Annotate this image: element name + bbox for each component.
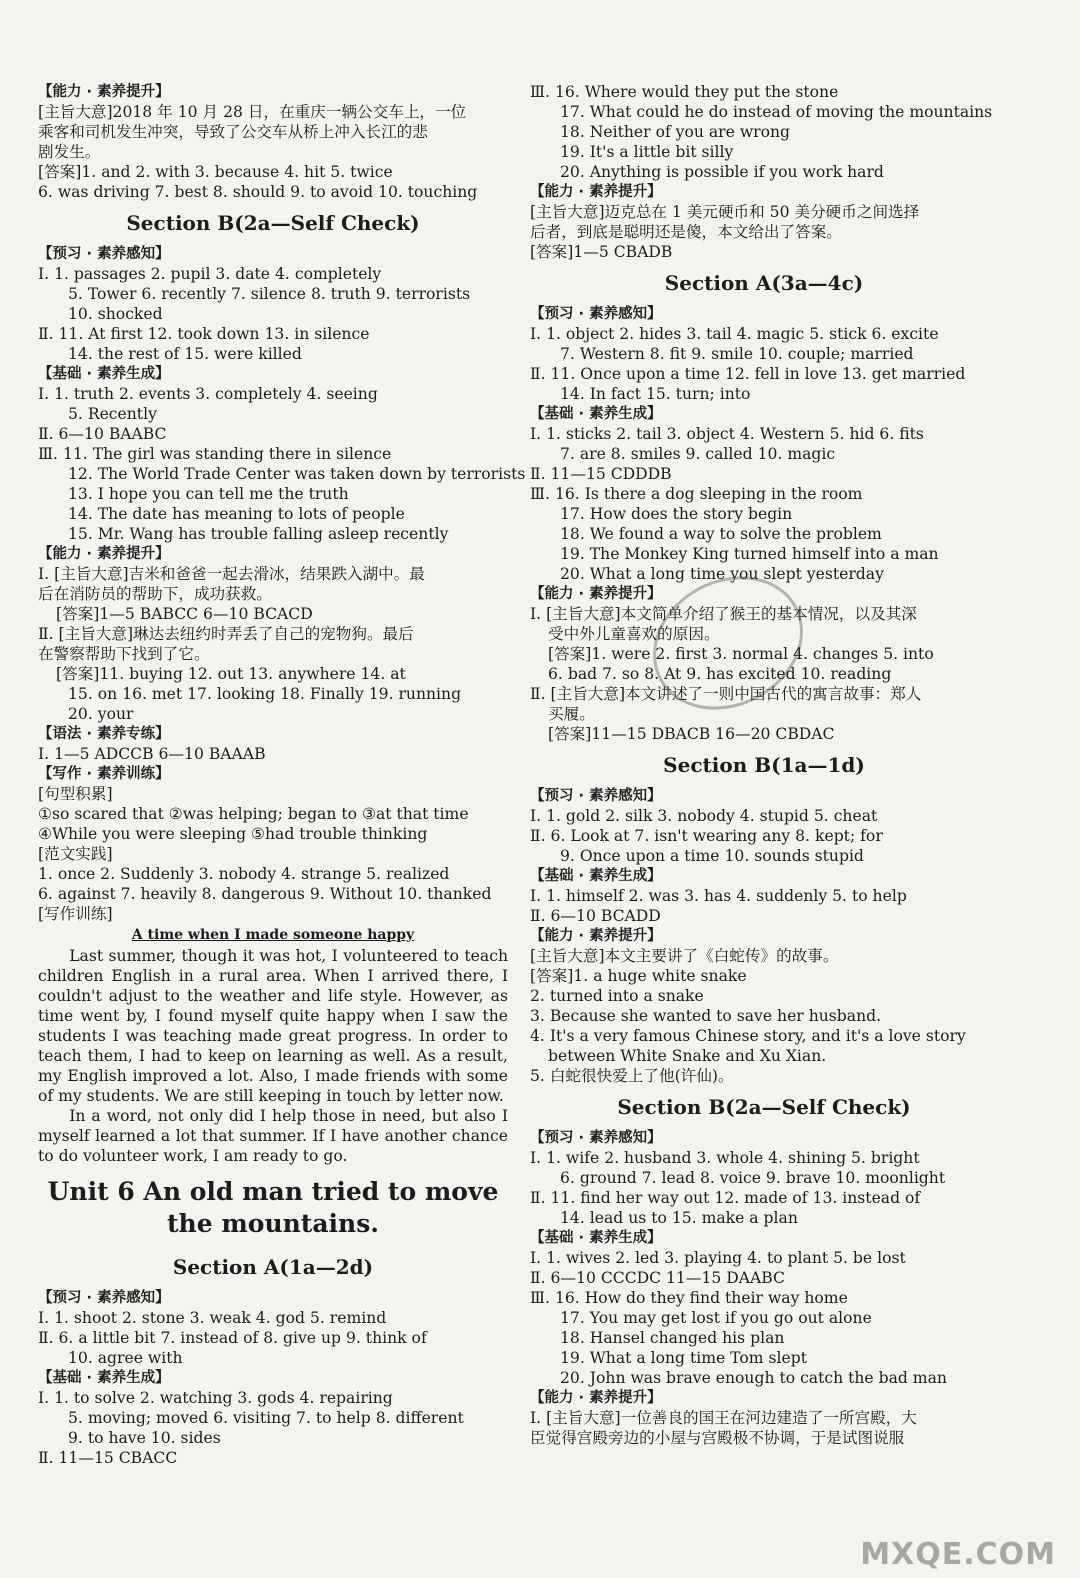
essay-title: A time when I made someone happy xyxy=(131,927,415,943)
section-tag: 【能力 · 素养提升】 xyxy=(38,84,170,100)
answer-line: 3. Because she wanted to save her husband. xyxy=(530,1007,882,1025)
answer-line: [答案]1—5 BABCC 6—10 BCACD xyxy=(56,605,313,623)
answer-line: 19. It's a little bit silly xyxy=(560,143,734,161)
answer-line: 乘客和司机发生冲突，导致了公交车从桥上冲入长江的悲 xyxy=(38,123,428,141)
answer-line: 20. John was brave enough to catch the bad man xyxy=(560,1369,947,1387)
answer-line: Ⅰ. 1. himself 2. was 3. has 4. suddenly 5. to help xyxy=(530,887,907,905)
section-tag: 【预习 · 素养感知】 xyxy=(530,1130,662,1146)
answer-line: Ⅱ. 11. Once upon a time 12. fell in love 13. get married xyxy=(530,365,966,383)
answer-line: 6. against 7. heavily 8. dangerous 9. Without 10. thanked xyxy=(38,885,492,903)
answer-line: 在警察帮助下找到了它。 xyxy=(38,645,210,663)
answer-line: between White Snake and Xu Xian. xyxy=(548,1047,827,1065)
essay-paragraph: Last summer, though it was hot, I volunteered to teach children English in a rural area. When I arrived there, I couldn't adjust to the weather and life style. However, as time went by, I found myself quite happy when I saw the students I was teaching made great progress. In order to teach them, I had to keep on learning as well. As a result, my English improved a lot. Also, I made friends with some of my students. We are still keeping in touch by letter now. xyxy=(38,947,508,1105)
answer-line: [答案]1. a huge white snake xyxy=(530,967,747,985)
answer-line: 17. You may get lost if you go out alone xyxy=(560,1309,872,1327)
answer-line: 13. I hope you can tell me the truth xyxy=(68,485,349,503)
answer-line: [主旨大意]迈克总在 1 美元硬币和 50 美分硬币之间选择 xyxy=(530,203,920,221)
section-tag: 【预习 · 素养感知】 xyxy=(38,246,170,262)
essay-paragraph: In a word, not only did I help those in need, but also I myself learned a lot that summer. If I have another chance to do volunteer work, I am ready to go. xyxy=(38,1107,508,1165)
answer-line: 17. How does the story begin xyxy=(560,505,793,523)
answer-line: 6. ground 7. lead 8. voice 9. brave 10. moonlight xyxy=(560,1169,946,1187)
section-tag: 【语法 · 素养专练】 xyxy=(38,726,170,742)
section-tag: 【能力 · 素养提升】 xyxy=(530,586,662,602)
answer-line: 18. We found a way to solve the problem xyxy=(560,525,882,543)
answer-line: Ⅰ. [主旨大意]一位善良的国王在河边建造了一所宫殿，大 xyxy=(530,1409,917,1427)
answer-line: Ⅰ. 1. object 2. hides 3. tail 4. magic 5. stick 6. excite xyxy=(530,325,939,343)
answer-line: 5. Tower 6. recently 7. silence 8. truth 9. terrorists xyxy=(68,285,471,303)
answer-line: 12. The World Trade Center was taken down by terrorists xyxy=(68,465,526,483)
answer-line: 9. Once upon a time 10. sounds stupid xyxy=(560,847,864,865)
answer-line: 1. once 2. Suddenly 3. nobody 4. strange 5. realized xyxy=(38,865,450,883)
answer-line: 后在消防员的帮助下，成功获救。 xyxy=(38,585,272,603)
answer-line: Ⅰ. 1. sticks 2. tail 3. object 4. Western 5. hid 6. fits xyxy=(530,425,924,443)
answer-line: 5. moving; moved 6. visiting 7. to help 8. different xyxy=(68,1409,464,1427)
answer-line: Ⅱ. 6—10 BAABC xyxy=(38,425,167,443)
answer-line: [主旨大意]本文主要讲了《白蛇传》的故事。 xyxy=(530,947,839,965)
answer-line: 17. What could he do instead of moving the mountains xyxy=(560,103,993,121)
answer-line: 买履。 xyxy=(548,705,595,723)
answer-line: 20. Anything is possible if you work hard xyxy=(560,163,884,181)
answer-line: 15. Mr. Wang has trouble falling asleep recently xyxy=(68,525,449,543)
answer-line: 10. shocked xyxy=(68,305,163,323)
answer-line: [答案]1. were 2. first 3. normal 4. changes 5. into xyxy=(548,645,934,663)
left-column xyxy=(38,82,526,1468)
section-tag: 【基础 · 素养生成】 xyxy=(530,868,662,884)
answer-line: Ⅱ. 6. a little bit 7. instead of 8. give up 9. think of xyxy=(38,1329,427,1347)
answer-line: Ⅰ. 1. truth 2. events 3. completely 4. seeing xyxy=(38,385,378,403)
right-column xyxy=(530,82,998,1448)
answer-line: 18. Neither of you are wrong xyxy=(560,123,791,141)
answer-line: Ⅱ. 6—10 CCCDC 11—15 DAABC xyxy=(530,1269,785,1287)
section-heading: Section A(1a—2d) xyxy=(172,1255,374,1279)
section-heading: Section B(1a—1d) xyxy=(663,753,865,777)
answer-line: 5. Recently xyxy=(68,405,157,423)
answer-line: ①so scared that ②was helping; began to ③at that time xyxy=(38,805,469,823)
answer-line: 2. turned into a snake xyxy=(530,987,704,1005)
section-tag: 【能力 · 素养提升】 xyxy=(530,1390,662,1406)
answer-line: Ⅱ. 6—10 BCADD xyxy=(530,907,661,925)
answer-line: 5. 白蛇很快爱上了他(许仙)。 xyxy=(530,1067,734,1085)
answer-line: Ⅰ. 1. wife 2. husband 3. whole 4. shining 5. bright xyxy=(530,1149,920,1167)
section-tag: 【预习 · 素养感知】 xyxy=(530,788,662,804)
answer-line: Ⅱ. 6. Look at 7. isn't wearing any 8. kept; for xyxy=(530,827,883,845)
answer-line: [句型积累] xyxy=(38,785,113,803)
answer-line: Ⅰ. 1—5 ADCCB 6—10 BAAAB xyxy=(38,745,266,763)
answer-line: [答案]11—15 DBACB 16—20 CBDAC xyxy=(548,725,835,743)
answer-line: 14. lead us to 15. make a plan xyxy=(560,1209,798,1227)
answer-line: 20. your xyxy=(68,705,134,723)
answer-line: 7. Western 8. fit 9. smile 10. couple; married xyxy=(560,345,914,363)
answer-line: Ⅰ. 1. wives 2. led 3. playing 4. to plant 5. be lost xyxy=(530,1249,906,1267)
answer-line: Ⅲ. 16. Is there a dog sleeping in the room xyxy=(530,485,863,503)
answer-line: [答案]11. buying 12. out 13. anywhere 14. at xyxy=(56,665,406,683)
answer-line: Ⅱ. 11—15 CDDDB xyxy=(530,465,672,483)
section-tag: 【基础 · 素养生成】 xyxy=(530,1230,662,1246)
answer-line: Ⅰ. 1. passages 2. pupil 3. date 4. completely xyxy=(38,265,382,283)
section-tag: 【能力 · 素养提升】 xyxy=(530,928,662,944)
answer-line: [范文实践] xyxy=(38,845,113,863)
answer-line: 臣觉得宫殿旁边的小屋与宫殿极不协调，于是试图说服 xyxy=(530,1429,905,1447)
answer-line: 19. The Monkey King turned himself into a man xyxy=(560,545,939,563)
section-tag: 【能力 · 素养提升】 xyxy=(38,546,170,562)
answer-line: 后者，到底是聪明还是傻，本文给出了答案。 xyxy=(530,223,842,241)
answer-line: 18. Hansel changed his plan xyxy=(560,1329,785,1347)
answer-line: 7. are 8. smiles 9. called 10. magic xyxy=(560,445,836,463)
answer-line: Ⅰ. [主旨大意]吉米和爸爸一起去滑冰，结果跌入湖中。最 xyxy=(38,565,425,583)
answer-line: Ⅱ. 11. find her way out 12. made of 13. instead of xyxy=(530,1189,921,1207)
section-tag: 【基础 · 素养生成】 xyxy=(530,406,662,422)
answer-line: 14. The date has meaning to lots of people xyxy=(68,505,405,523)
answer-line: 19. What a long time Tom slept xyxy=(560,1349,807,1367)
answer-line: Ⅱ. 11. At first 12. took down 13. in silence xyxy=(38,325,370,343)
section-tag: 【预习 · 素养感知】 xyxy=(530,306,662,322)
answer-line: 9. to have 10. sides xyxy=(68,1429,221,1447)
answer-line: 14. In fact 15. turn; into xyxy=(560,385,751,403)
answer-line: Ⅰ. [主旨大意]本文简单介绍了猴王的基本情况，以及其深 xyxy=(530,605,917,623)
site-watermark: MXQE.COM xyxy=(860,1537,1056,1572)
section-tag: 【能力 · 素养提升】 xyxy=(530,184,662,200)
answer-line: Ⅱ. [主旨大意]琳达去纽约时弄丢了自己的宠物狗。最后 xyxy=(38,625,414,643)
section-tag: 【预习 · 素养感知】 xyxy=(38,1290,170,1306)
answer-line: [写作训练] xyxy=(38,905,113,923)
answer-line: 6. bad 7. so 8. At 9. has excited 10. reading xyxy=(548,665,892,683)
answer-line: 14. the rest of 15. were killed xyxy=(68,345,302,363)
answer-line: 20. What a long time you slept yesterday xyxy=(560,565,884,583)
section-heading: Section B(2a—Self Check) xyxy=(617,1095,911,1119)
answer-line: 15. on 16. met 17. looking 18. Finally 19. running xyxy=(68,685,462,703)
answer-line: 10. agree with xyxy=(68,1349,183,1367)
answer-line: 6. was driving 7. best 8. should 9. to avoid 10. touching xyxy=(38,183,478,201)
section-tag: 【基础 · 素养生成】 xyxy=(38,1370,170,1386)
answer-line: [主旨大意]2018 年 10 月 28 日，在重庆一辆公交车上，一位 xyxy=(38,103,467,121)
answer-line: 4. It's a very famous Chinese story, and it's a love story xyxy=(530,1027,966,1045)
answer-line: 剧发生。 xyxy=(38,143,101,161)
answer-line: ④While you were sleeping ⑤had trouble thinking xyxy=(38,825,428,843)
answer-line: Ⅰ. 1. shoot 2. stone 3. weak 4. god 5. remind xyxy=(38,1309,387,1327)
unit-title: Unit 6 An old man tried to move the mountains. xyxy=(47,1177,499,1238)
answer-line: Ⅲ. 16. How do they find their way home xyxy=(530,1289,848,1307)
answer-line: 受中外儿童喜欢的原因。 xyxy=(548,625,720,643)
answer-line: Ⅲ. 11. The girl was standing there in silence xyxy=(38,445,392,463)
section-heading: Section B(2a—Self Check) xyxy=(126,211,420,235)
answer-line: [答案]1—5 CBADB xyxy=(530,243,673,261)
answer-line: Ⅰ. 1. gold 2. silk 3. nobody 4. stupid 5. cheat xyxy=(530,807,878,825)
answer-line: Ⅰ. 1. to solve 2. watching 3. gods 4. repairing xyxy=(38,1389,393,1407)
answer-line: Ⅱ. 11—15 CBACC xyxy=(38,1449,178,1467)
section-tag: 【基础 · 素养生成】 xyxy=(38,366,170,382)
section-tag: 【写作 · 素养训练】 xyxy=(38,766,170,782)
answer-line: [答案]1. and 2. with 3. because 4. hit 5. twice xyxy=(38,163,393,181)
answer-line: Ⅱ. [主旨大意]本文讲述了一则中国古代的寓言故事：郑人 xyxy=(530,685,922,703)
section-heading: Section A(3a—4c) xyxy=(664,271,864,295)
answer-line: Ⅲ. 16. Where would they put the stone xyxy=(530,83,839,101)
